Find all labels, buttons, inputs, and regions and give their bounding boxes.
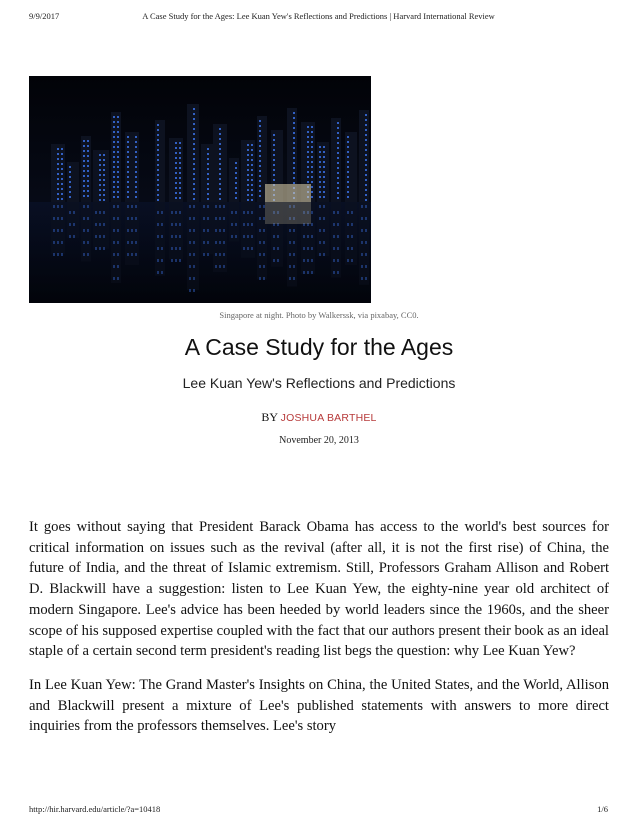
print-header [29, 11, 608, 21]
print-page-title: A Case Study for the Ages: Lee Kuan Yew's Reflections and Predictions | Harvard International Review [142, 11, 495, 21]
print-url: http://hir.harvard.edu/article/?a=10418 [29, 804, 161, 814]
hero-image [29, 76, 371, 303]
author-link[interactable]: JOSHUA BARTHEL [280, 412, 377, 424]
print-date: 9/9/2017 [29, 11, 60, 21]
by-label: BY [261, 410, 278, 424]
article-subtitle: Lee Kuan Yew's Reflections and Predictions [182, 375, 456, 391]
print-footer [29, 804, 608, 814]
article-body [29, 517, 609, 750]
body-paragraph: It goes without saying that President Barack Obama has access to the world's best sources for critical information on issues such as the revival (after all, it is not the first rise) of China, the future of India, and the threat of Islamic extremism. Still, Professors Graham Allison and Robert D. Blackwill have a suggestion: listen to Lee Kuan Yew, the eighty-nine year old architect of modern Singapore. Lee's advice has been heeded by world leaders since the 1960s, and the sheer scope of his supposed expertise coupled with the fact that our authors present their book as an ideal staple of a certain second term president's reading list begs the question: why Lee Kuan Yew? [29, 519, 609, 660]
singapore-skyline-photo [29, 76, 371, 303]
publish-date: November 20, 2013 [279, 435, 359, 446]
byline [0, 410, 638, 425]
image-caption: Singapore at night. Photo by Walkerssk, via pixabay, CC0. [219, 310, 419, 320]
print-page-number: 1/6 [597, 804, 608, 814]
article-title: A Case Study for the Ages [184, 334, 454, 360]
body-paragraph: In Lee Kuan Yew: The Grand Master's Insights on China, the United States, and the World, Allison and Blackwill present a mixture of Lee's published statements with answers to more direct inquiries from the professors themselves. Lee's story [29, 676, 609, 735]
